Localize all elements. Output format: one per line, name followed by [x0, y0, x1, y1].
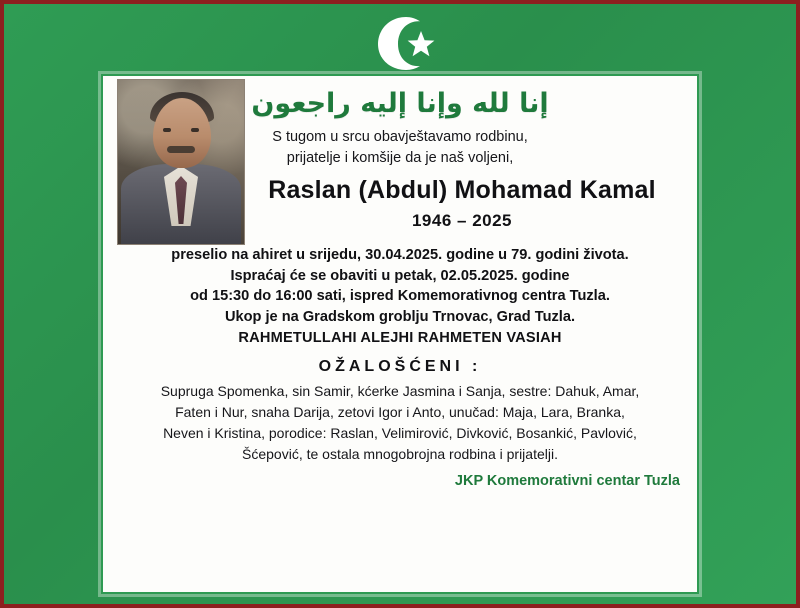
intro-text: [272, 127, 528, 169]
prayer-line: RAHMETULLAHI ALEJHI RAHMETEN VASIAH: [238, 329, 562, 346]
intro-line-1: S tugom u srcu obavještavamo rodbinu,: [272, 129, 528, 145]
green-background-panel: [4, 4, 796, 604]
obituary-card: [101, 74, 699, 594]
mourners-line-1: Supruga Spomenka, sin Samir, kćerke Jasmina i Sanja, sestre: Dahuk, Amar,: [160, 382, 640, 399]
publisher-credit: JKP Komemorativni centar Tuzla: [454, 472, 680, 489]
detail-line-1: preselio na ahiret u srijedu, 30.04.2025. godine u 79. godini života.: [171, 247, 629, 264]
intro-line-2: prijatelje i komšije da je naš voljeni,: [286, 150, 514, 167]
portrait-photo: [117, 79, 245, 245]
arabic-calligraphy: إنا لله وإنا إليه راجعون: [251, 88, 549, 119]
life-years: 1946 – 2025: [411, 211, 513, 231]
detail-line-4: Ukop je na Gradskom groblju Trnovac, Grad Tuzla.: [224, 309, 576, 326]
deceased-name: Raslan (Abdul) Mohamad Kamal: [268, 176, 656, 205]
mourners-list: [119, 381, 681, 465]
name-block: [247, 175, 681, 231]
mourners-heading: OŽALOŠĆENI :: [318, 357, 482, 375]
funeral-details: [119, 245, 681, 349]
mourners-line-3: Neven i Kristina, porodice: Raslan, Velimirović, Divković, Bosankić, Pavlović,: [163, 424, 637, 441]
crescent-star-icon: [14, 12, 786, 74]
mourners-line-4: Šćepović, te ostala mnogobrojna rodbina i prijatelji.: [242, 445, 558, 462]
detail-line-2: Ispraćaj će se obaviti u petak, 02.05.2025. godine: [230, 267, 570, 284]
detail-line-3: od 15:30 do 16:00 sati, ispred Komemorativnog centra Tuzla.: [190, 288, 610, 305]
name-and-portrait-row: [119, 175, 681, 231]
mourners-line-2: Faten i Nur, snaha Darija, zetovi Igor i Anto, unučad: Maja, Lara, Branka,: [175, 403, 625, 420]
